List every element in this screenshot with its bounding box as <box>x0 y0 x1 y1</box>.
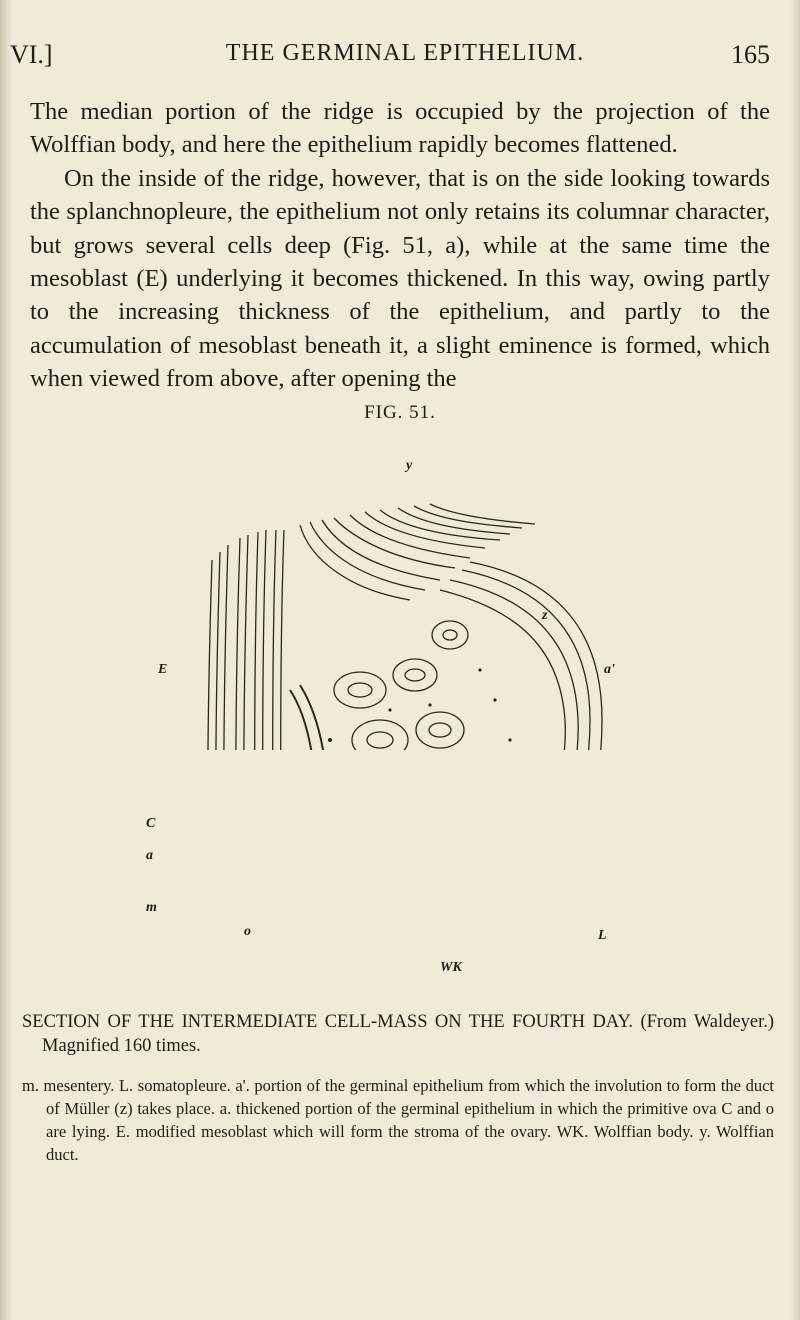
figure-label: FIG. 51. <box>364 402 436 423</box>
chapter-title: THE GERMINAL EPITHELIUM. <box>225 40 585 66</box>
label-WK: WK <box>440 960 462 975</box>
label-a-prime: a' <box>604 662 615 677</box>
figure-51-illustration <box>146 440 640 975</box>
page-edge-shadow <box>790 0 800 1320</box>
label-y: y <box>406 458 413 473</box>
label-L: L <box>598 928 607 943</box>
caption-title: SECTION OF THE INTERMEDIATE CELL-MASS ON THE FOURTH DAY. (From Waldeyer.) Magnified 160 times. <box>22 1012 774 1056</box>
chapter-number: VI.] <box>10 40 53 69</box>
page-number: 165 <box>731 40 770 69</box>
paragraph-1: The median portion of the ridge is occupied by the projection of the Wolffian body, and here the epithelium rapidly becomes flattened. <box>30 98 770 159</box>
page-gutter-shadow <box>0 0 12 1320</box>
label-C: C <box>146 816 156 831</box>
label-z: z <box>542 608 548 623</box>
label-m: m <box>146 900 157 915</box>
label-a: a <box>146 848 153 863</box>
figure-caption <box>22 1010 774 1166</box>
label-E: E <box>158 662 168 677</box>
running-head <box>10 40 790 74</box>
paragraph-2: On the inside of the ridge, however, that is on the side looking towards the splanchnopleure, the epithelium not only retains its columnar character, but grows several cells deep (Fig. 51, a), while at the same time the mesoblast (E) underlying it becomes thickened. In this way, owing partly to the increasing thickness of the epithelium, and partly to the accumulation of mesoblast beneath it, a slight eminence is formed, which when viewed from above, after opening the <box>30 164 770 393</box>
label-o: o <box>244 924 251 939</box>
caption-legend: m. mesentery. L. somatopleure. a'. portion of the germinal epithelium from which the involution to form the duct of Müller (z) takes place. a. thickened portion of the germinal epithelium in which the primitive ova C and o are lying. E. modified mesoblast which will form the stroma of the ovary. WK. Wolffian body. y. Wolffian duct. <box>22 1076 774 1164</box>
body-text <box>30 95 770 396</box>
histology-section-drawing <box>150 440 640 750</box>
